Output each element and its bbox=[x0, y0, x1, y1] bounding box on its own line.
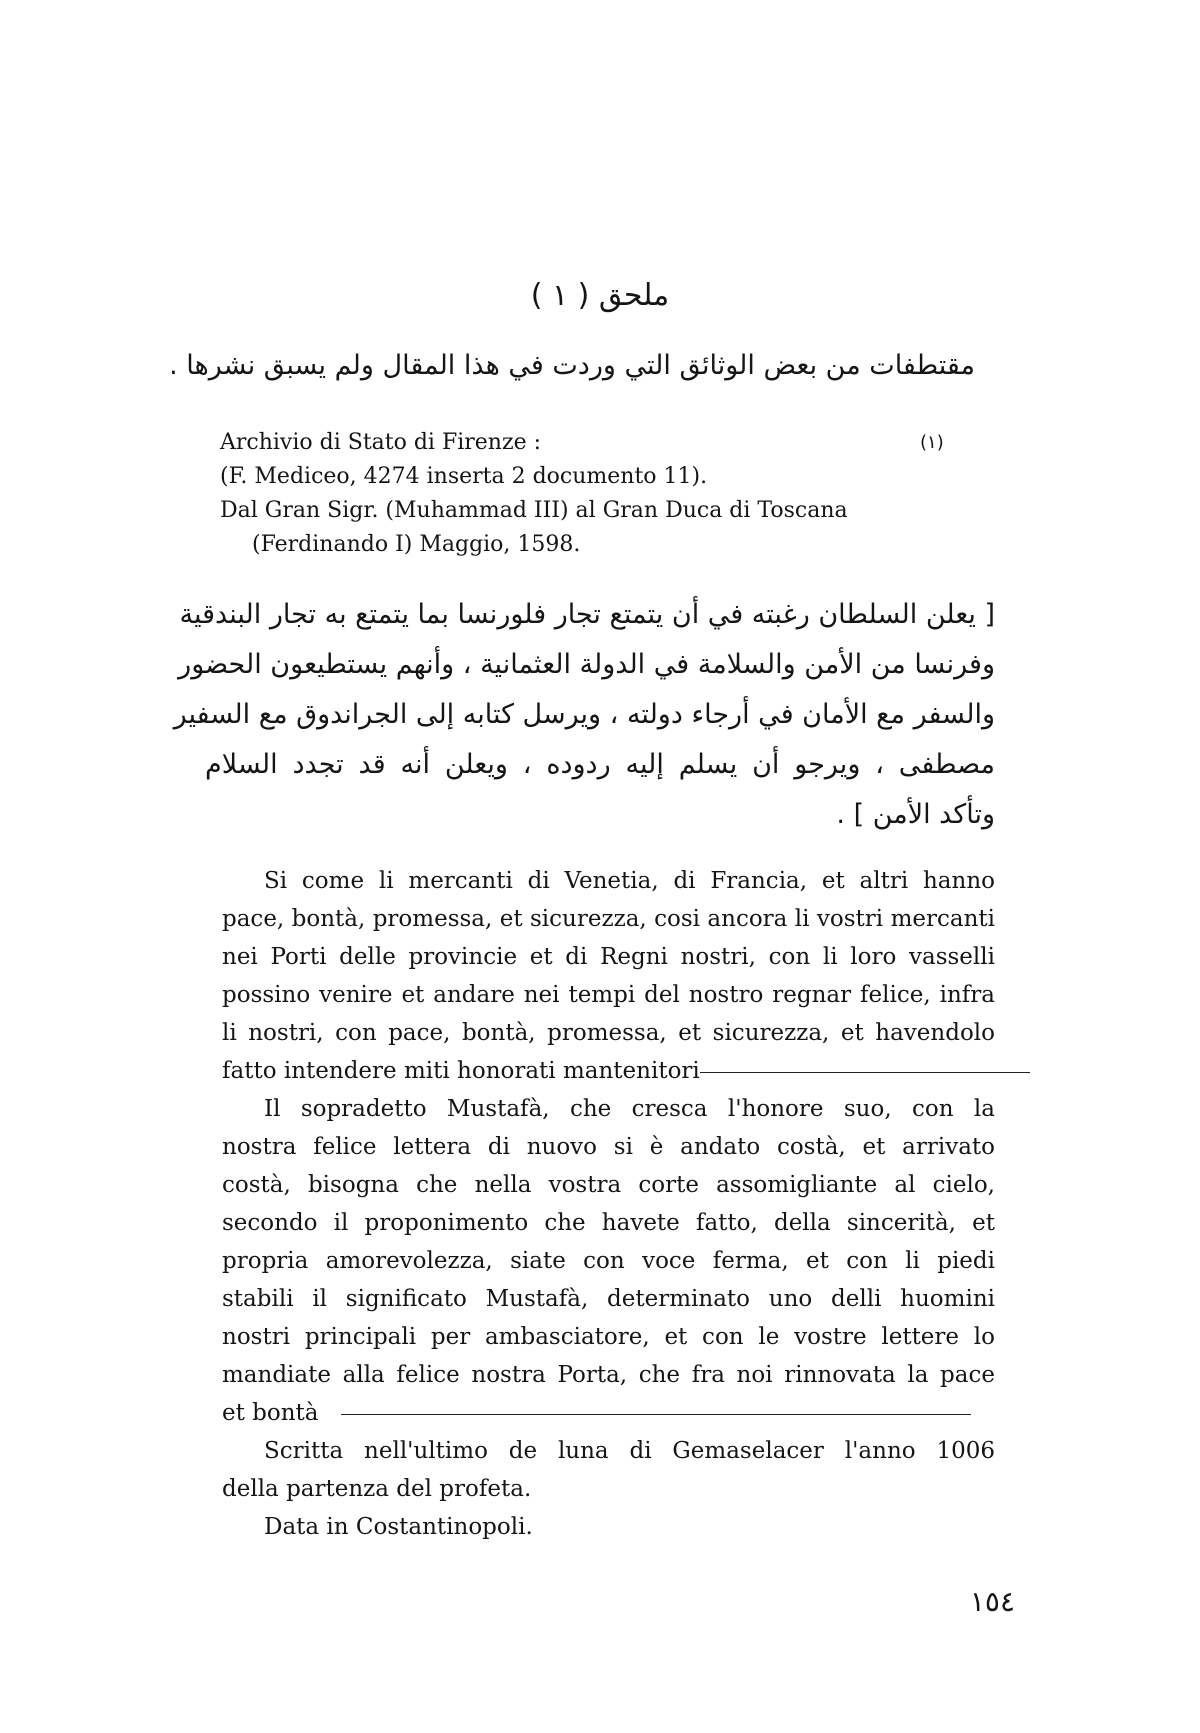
arabic-summary-line: وتأكد الأمن ] . bbox=[836, 799, 995, 830]
text-line: Il sopradetto Mustafà, che cresca l'honore suo, con la bbox=[264, 1096, 995, 1122]
italian-paragraph-3 bbox=[222, 1432, 995, 1546]
arabic-summary bbox=[173, 590, 995, 840]
text-line: della partenza del profeta. bbox=[222, 1476, 532, 1502]
dash-rule bbox=[700, 1072, 1030, 1073]
text-line: fatto intendere miti honorati mantenitori bbox=[222, 1058, 700, 1084]
text-line: stabili il significato Mustafà, determinato uno delli huomini bbox=[222, 1286, 995, 1312]
reference-line: (F. Mediceo, 4274 inserta 2 documento 11). bbox=[220, 464, 708, 489]
appendix-subtitle: مقتطفات من بعض الوثائق التي وردت في هذا المقال ولم يسبق نشرها . bbox=[169, 350, 975, 381]
text-line: mandiate alla felice nostra Porta, che fra noi rinnovata la pace bbox=[222, 1362, 995, 1388]
italian-paragraph-1 bbox=[222, 862, 995, 1090]
arabic-summary-line: مصطفى ، ويرجو أن يسلم إليه ردوده ، ويعلن أنه قد تجدد السلام bbox=[205, 749, 995, 780]
text-line: secondo il proponimento che havete fatto, della sincerità, et bbox=[222, 1210, 995, 1236]
text-line: pace, bontà, promessa, et sicurezza, cosi ancora li vostri mercanti bbox=[222, 906, 995, 932]
text-line-with-rule bbox=[222, 1052, 995, 1090]
date-line: (Ferdinando I) Maggio, 1598. bbox=[252, 532, 581, 557]
archive-line: Archivio di Stato di Firenze : bbox=[220, 430, 541, 455]
footnote-marker: (١) bbox=[920, 432, 944, 453]
text-line: Si come li mercanti di Venetia, di Francia, et altri hanno bbox=[264, 868, 995, 894]
arabic-summary-line: وفرنسا من الأمن والسلامة في الدولة العثمانية ، وأنهم يستطيعون الحضور bbox=[178, 649, 995, 680]
sender-recipient-line: Dal Gran Sigr. (Muhammad III) al Gran Duca di Toscana bbox=[220, 498, 848, 523]
source-citation bbox=[220, 426, 980, 562]
arabic-summary-line: والسفر مع الأمان في أرجاء دولته ، ويرسل كتابه إلى الجراندوق مع السفير bbox=[173, 699, 995, 730]
arabic-summary-line: [ يعلن السلطان رغبته في أن يتمتع تجار فلورنسا بما يتمتع به تجار البندقية bbox=[179, 599, 995, 630]
text-line: nei Porti delle provincie et di Regni nostri, con li loro vasselli bbox=[222, 944, 995, 970]
text-line: nostra felice lettera di nuovo si è andato costà, et arrivato bbox=[222, 1134, 995, 1160]
text-line-with-rule bbox=[222, 1394, 995, 1432]
dash-rule bbox=[341, 1414, 971, 1415]
text-line: possino venire et andare nei tempi del nostro regnar felice, infra bbox=[222, 982, 995, 1008]
closing-line: Data in Costantinopoli. bbox=[264, 1514, 533, 1540]
text-line: Scritta nell'ultimo de luna di Gemaselacer l'anno 1006 bbox=[264, 1438, 995, 1464]
text-line: costà, bisogna che nella vostra corte assomigliante al cielo, bbox=[222, 1172, 995, 1198]
page-number: ١٥٤ bbox=[969, 1585, 1015, 1618]
italian-paragraph-2 bbox=[222, 1090, 995, 1432]
text-line: nostri principali per ambasciatore, et con le vostre lettere lo bbox=[222, 1324, 995, 1350]
text-line: et bontà bbox=[222, 1400, 319, 1426]
text-line: propria amorevolezza, siate con voce ferma, et con li piedi bbox=[222, 1248, 995, 1274]
appendix-title: ملحق ( ١ ) bbox=[530, 278, 670, 313]
text-line: li nostri, con pace, bontà, promessa, et sicurezza, et havendolo bbox=[222, 1020, 995, 1046]
